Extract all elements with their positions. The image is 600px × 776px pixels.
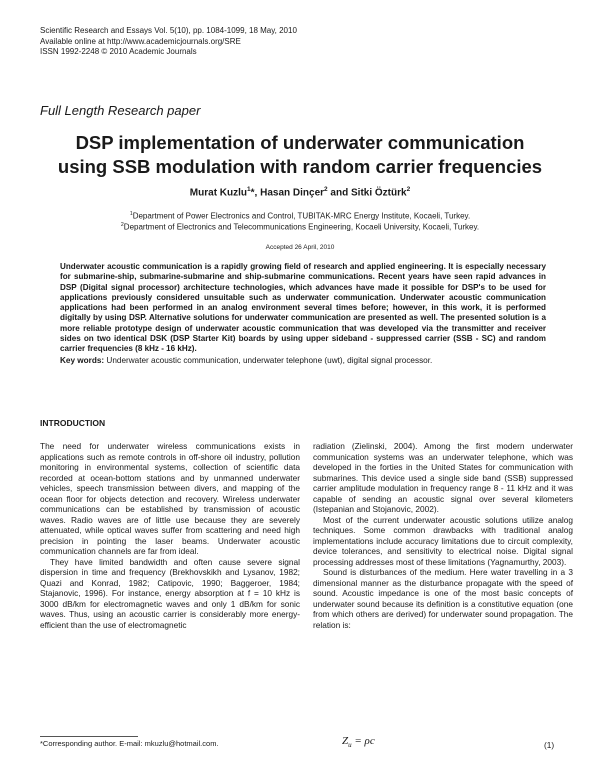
equation: [342, 735, 375, 749]
paragraph: They have limited bandwidth and often cause severe signal dispersion in time and frequency (Brekhovskikh and Lysanov, 1982; Quazi and Konrad, 1982; Catipovic, 1990; Baggeroer, 1984; Stajanovic, 1996). For instance, energy absorption at f = 10 kHz is 3000 dB/km for electromagnetic waves and only 1 dB/km for sonic waves. Thus, using an acoustic carrier is considerably more energy-efficient than the use of electromagnetic: [40, 556, 300, 630]
footnote-divider: [40, 736, 138, 737]
author-2: Hasan Dinçer: [260, 187, 325, 199]
article-type: Full Length Research paper: [40, 103, 201, 118]
journal-header: [40, 26, 297, 58]
corresponding-mark: *: [250, 187, 255, 199]
left-column: [40, 441, 300, 630]
author-1-affil: 1: [247, 186, 251, 193]
paragraph: radiation (Zielinski, 2004). Among the first modern underwater communication systems was an underwater telephone, which was developed in the forties in the United States for communication with submarines. This device used a single side band (SSB) suppressed carrier amplitude modulation in frequency range 8 - 11 kHz and it was capable of sending an acoustic signal over several kilometers (Istepanian and Stojanovic, 2002).: [313, 441, 573, 514]
title-line-1: DSP implementation of underwater communication: [75, 132, 525, 153]
affiliation-1-text: Department of Power Electronics and Control, TUBITAK-MRC Energy Institute, Kocaeli, Turkey.: [132, 211, 471, 221]
affiliation-2: [0, 222, 600, 232]
keywords-label: Key words:: [60, 356, 105, 365]
equation-rhs: = ρc: [351, 735, 375, 747]
affiliation-1-number: 1: [129, 211, 133, 217]
equation-subscript: u: [348, 741, 352, 750]
paragraph: Sound is disturbances of the medium. Here water travelling in a 3 dimensional manner as the disturbance propagate with the speed of sound. Acoustic impedance is one of the most basic concepts of underwater sound because its definition is a constitutive equation (one from which others are derived) for underwater sound propagation. The relation is:: [313, 567, 573, 630]
paragraph: Most of the current underwater acoustic solutions utilize analog techniques. Some common drawbacks with traditional analog implementations include accuracy limitations due to circuit complexity, device tolerances, and sensitivity to electrical noise. Digital signal processing addresses most of these limitations (Yagnamurthy, 2003).: [313, 514, 573, 567]
affiliation-1: [0, 211, 600, 221]
author-3: Sitki Öztürk: [351, 187, 407, 199]
equation-number: (1): [544, 740, 555, 750]
journal-citation: Scientific Research and Essays Vol. 5(10), pp. 1084-1099, 18 May, 2010: [40, 26, 297, 35]
affiliation-2-text: Department of Electronics and Telecommunications Engineering, Kocaeli University, Kocaeli, Turkey.: [123, 222, 480, 232]
paper-title: [30, 131, 570, 179]
author-list: [0, 186, 600, 198]
paragraph: The need for underwater wireless communications exists in applications such as remote controls in off-shore oil industry, pollution monitoring in environmental systems, collection of scientific data recorded at ocean-bottom stations and by unmanned underwater vehicles, speech transmission between divers, and mapping of the ocean floor for objects detection and recovery. Wireless underwater communications can be established by transmission of acoustic waves. Radio waves are of little use because they are severely attenuated, while optical waves suffer from scattering and need high precision in pointing the laser beams. Underwater acoustic communication channels are far from ideal.: [40, 441, 300, 556]
accepted-date: Accepted 26 April, 2010: [265, 244, 335, 251]
keywords: [60, 356, 546, 366]
equation-lhs: Z: [342, 735, 349, 747]
abstract: Underwater acoustic communication is a rapidly growing field of research and applied engineering. It is especially necessary for submarine-ship, submarine-submarine and ship-submarine communications. Recent years have seen rapid advances in DSP (Digital signal processor) architecture technologies, which advances have made it possible for DSP's to be used for applications previously considered unsuitable such as underwater communication. Underwater acoustic communication applications had been performed in an analog environment several times before; however, in this work, it is performed digitally by using DSP. Alternative solutions for underwater communication are presented as well. The presented solution is a more reliable prototype design of underwater acoustic communication that was developed via the transmitter and receiver sides on two identical DSK (DSP Starter Kit) boards by using upper sideband - suppressed carrier (SSB - SC) and random carrier frequencies (8 kHz - 16 kHz).: [60, 262, 546, 354]
section-heading: INTRODUCTION: [40, 418, 106, 428]
affiliation-2-number: 2: [120, 222, 124, 228]
footnote: *Corresponding author. E-mail: mkuzlu@hotmail.com.: [40, 739, 219, 748]
keywords-text: Underwater acoustic communication, underwater telephone (uwt), digital signal processor.: [106, 356, 433, 365]
author-conjunction: and: [327, 187, 351, 199]
journal-url: Available online at http://www.academicjournals.org/SRE: [40, 36, 241, 46]
right-column: [313, 441, 573, 630]
journal-issn: ISSN 1992-2248 © 2010 Academic Journals: [40, 47, 197, 56]
author-separator: ,: [254, 187, 261, 199]
author-3-affil: 2: [406, 186, 411, 193]
title-line-2: using SSB modulation with random carrier frequencies: [57, 156, 543, 177]
author-2-affil: 2: [324, 186, 328, 193]
author-1: Murat Kuzlu: [189, 187, 248, 199]
